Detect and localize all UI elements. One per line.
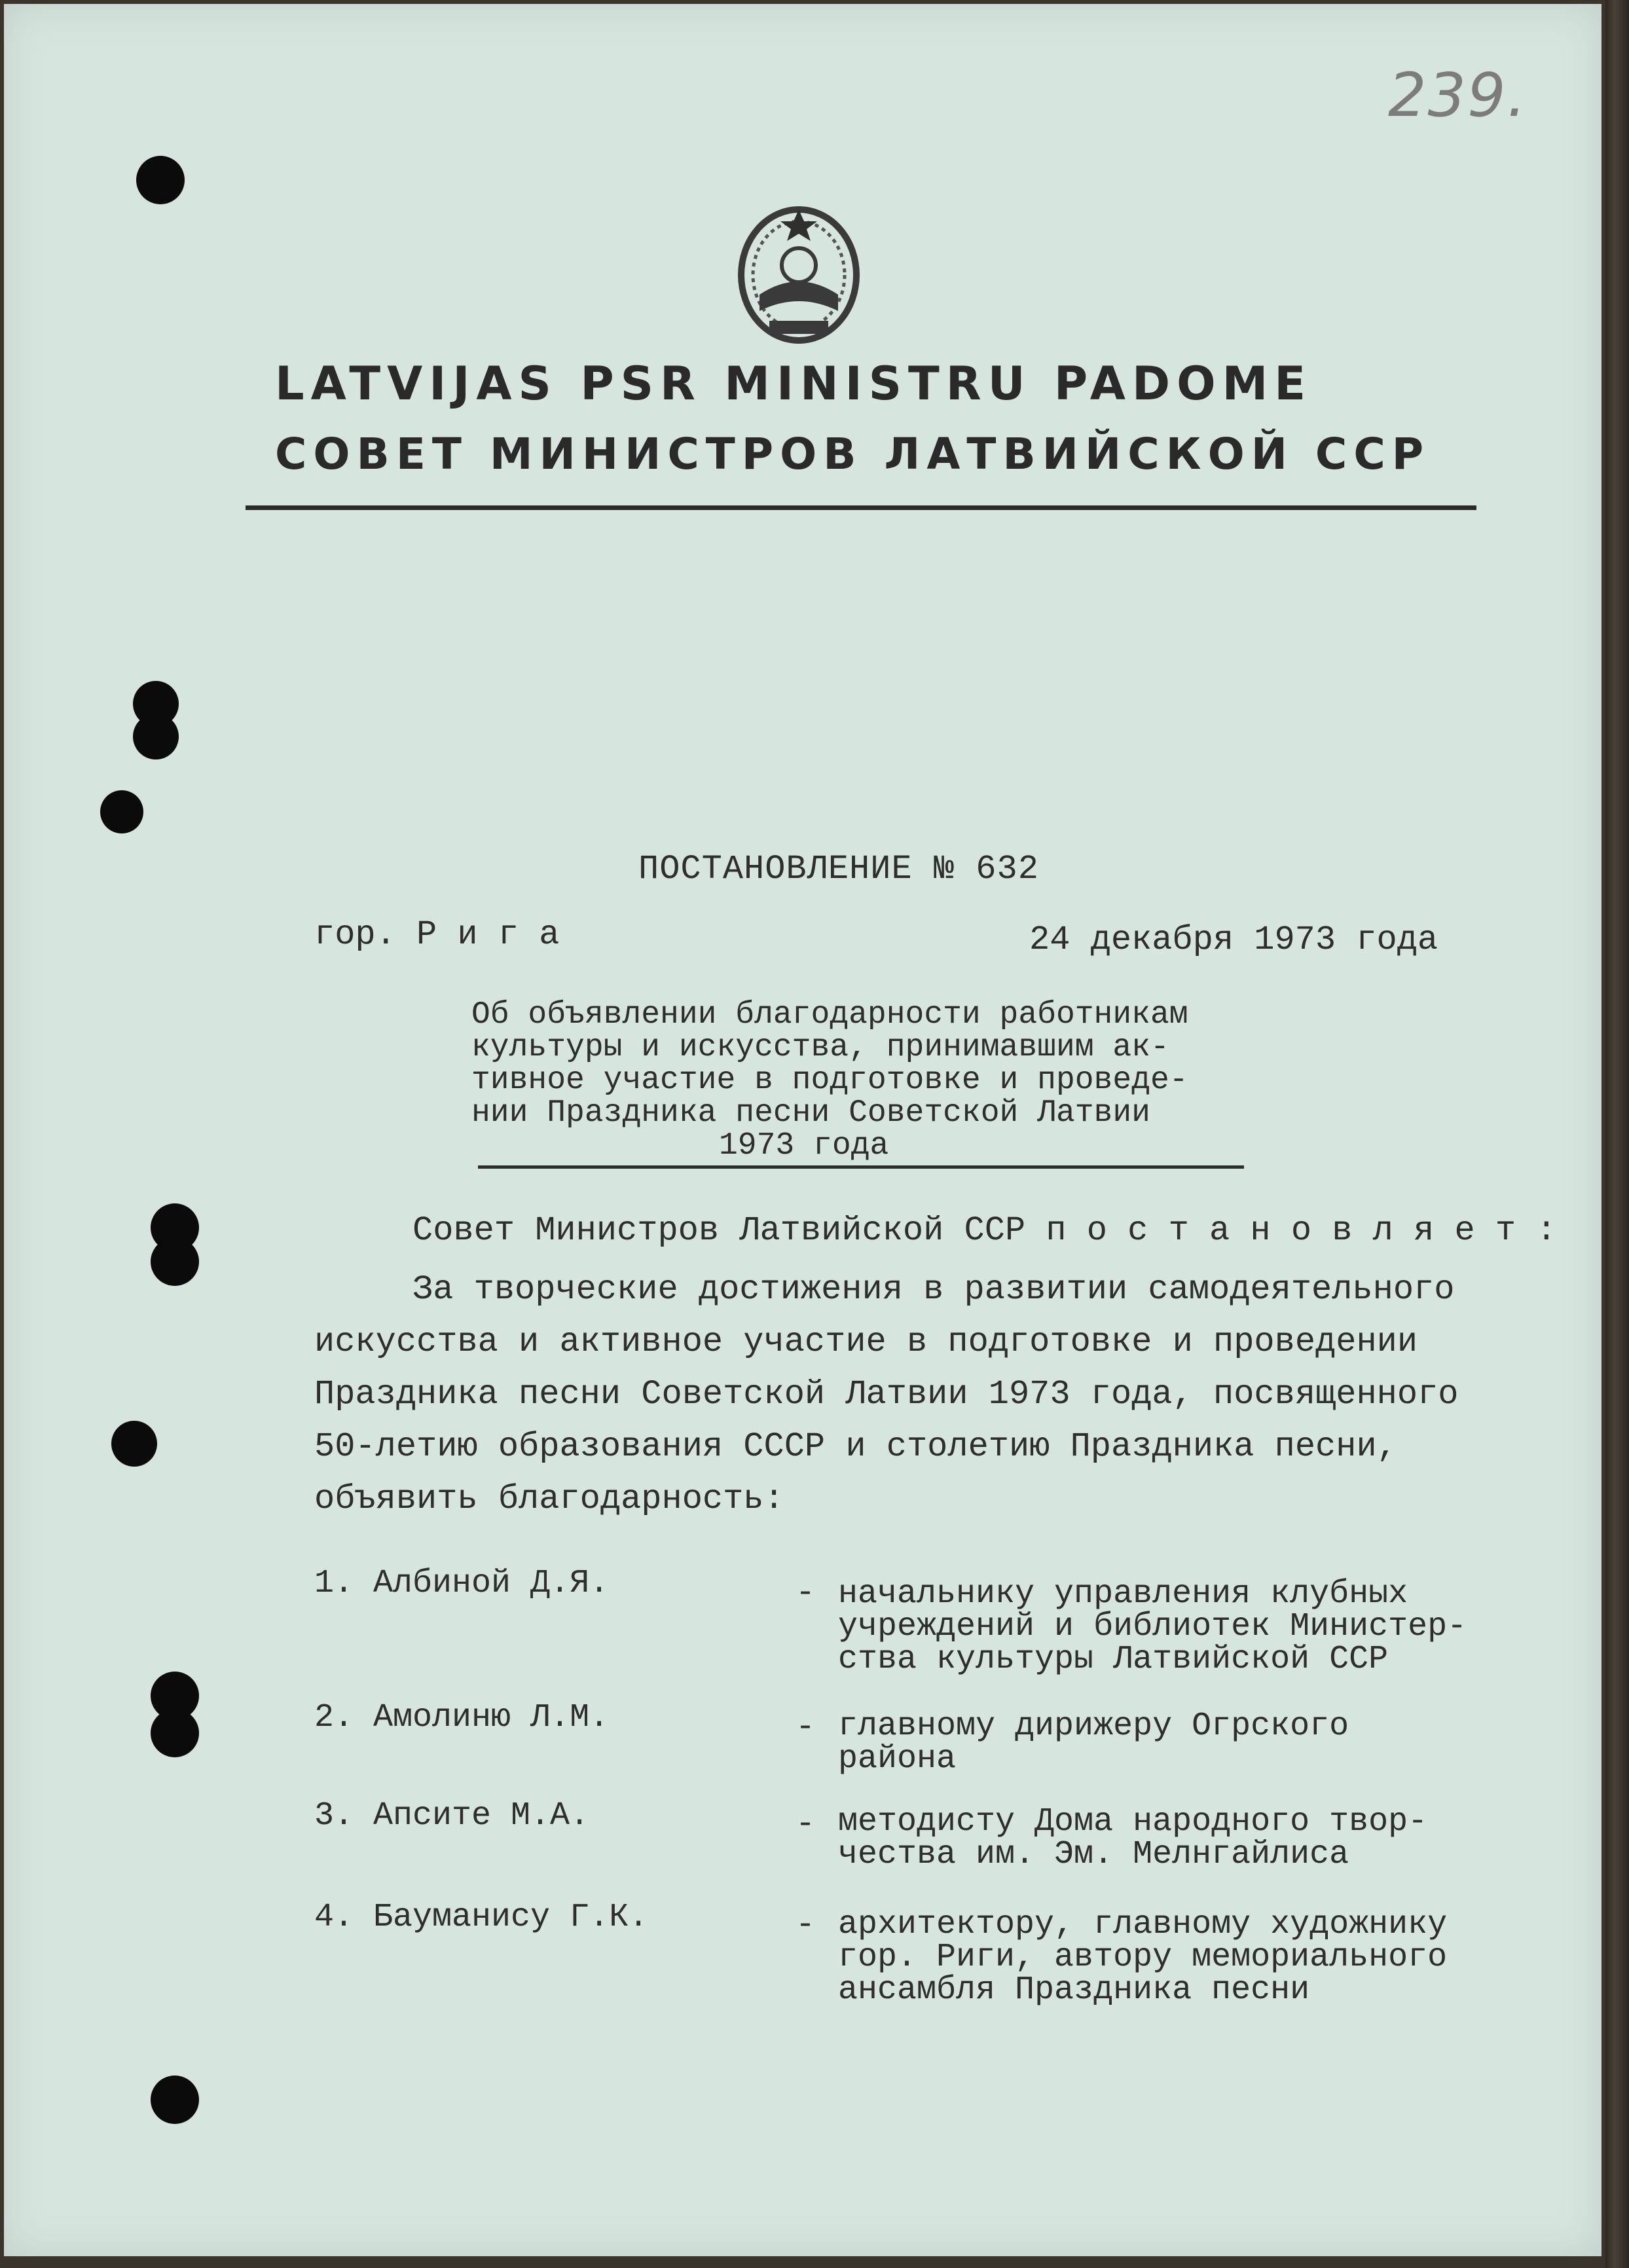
header-russian: СОВЕТ МИНИСТРОВ ЛАТВИЙСКОЙ ССР [275,429,1431,479]
resolution-date: 24 декабря 1973 года [1029,921,1438,959]
description-line: ства культуры Латвийской ССР [838,1641,1389,1678]
binder-hole [133,714,179,759]
body-line: 50-летию образования СССР и столетию Праздника песни, [314,1427,1397,1466]
page-edge [1605,0,1629,2268]
list-item-description [838,1803,1428,1873]
body-paragraph [314,1264,1458,1526]
list-item-name: 4. Бауманису Г.К. [314,1899,649,1936]
list-item-name: 2. Амолиню Л.М. [314,1699,610,1736]
description-line: главному дирижеру Огрского [838,1708,1349,1745]
list-item-name: 1. Албиной Д.Я. [314,1565,610,1602]
subject-line: культуры и искусства, принимавшим ак- [471,1030,1169,1065]
list-item-description [838,1710,1349,1776]
council-decree-line: Совет Министров Латвийской ССР п о с т а н о в л я е т : [412,1211,1557,1250]
subject-line: 1973 года [719,1128,889,1163]
binder-hole [100,790,143,833]
list-item-description [838,1575,1467,1678]
list-item-dash: - [796,1806,816,1843]
description-line: чества им. Эм. Мелнгайлиса [838,1836,1349,1873]
list-item-description [838,1906,1448,2009]
description-line: ансамбля Праздника песни [838,1971,1310,2009]
binder-hole [151,1709,199,1757]
binder-hole [136,156,185,204]
binder-hole [151,2076,199,2124]
state-emblem-icon [733,196,864,347]
resolution-place: гор. Р и г а [314,915,560,954]
list-item-name: 3. Апсите М.А. [314,1797,590,1835]
description-line: архитектору, главному художнику [838,1906,1448,1943]
description-line: методисту Дома народного твор- [838,1803,1428,1840]
page-number: 239. [1388,60,1528,130]
body-line: Праздника песни Советской Латвии 1973 года, посвященного [314,1375,1459,1414]
subject-line: тивное участие в подготовке и проведе- [471,1063,1188,1098]
resolution-subject [471,998,1257,1162]
subject-underline [478,1165,1244,1169]
description-line: гор. Риги, автору мемориального [838,1939,1448,1976]
resolution-title: ПОСТАНОВЛЕНИЕ № 632 [638,850,1039,888]
description-line: начальнику управления клубных [838,1575,1408,1613]
description-line: учреждений и библиотек Министер- [838,1608,1467,1645]
subject-line: нии Праздника песни Советской Латвии [471,1095,1150,1131]
header-divider [246,505,1476,510]
description-line: района [838,1740,957,1778]
body-line: За творческие достижения в развитии самодеятельного [412,1270,1455,1309]
subject-line: Об объявлении благодарности работникам [471,997,1188,1033]
binder-hole [111,1421,157,1467]
header-latvian: LATVIJAS PSR MINISTRU PADOME [275,357,1313,411]
list-item-dash: - [796,1575,816,1612]
body-line: искусства и активное участие в подготовке и проведении [314,1323,1418,1361]
binder-hole [151,1237,199,1286]
list-item-dash: - [796,1907,816,1944]
body-line: объявить благодарность: [314,1480,784,1518]
list-item-dash: - [796,1709,816,1746]
